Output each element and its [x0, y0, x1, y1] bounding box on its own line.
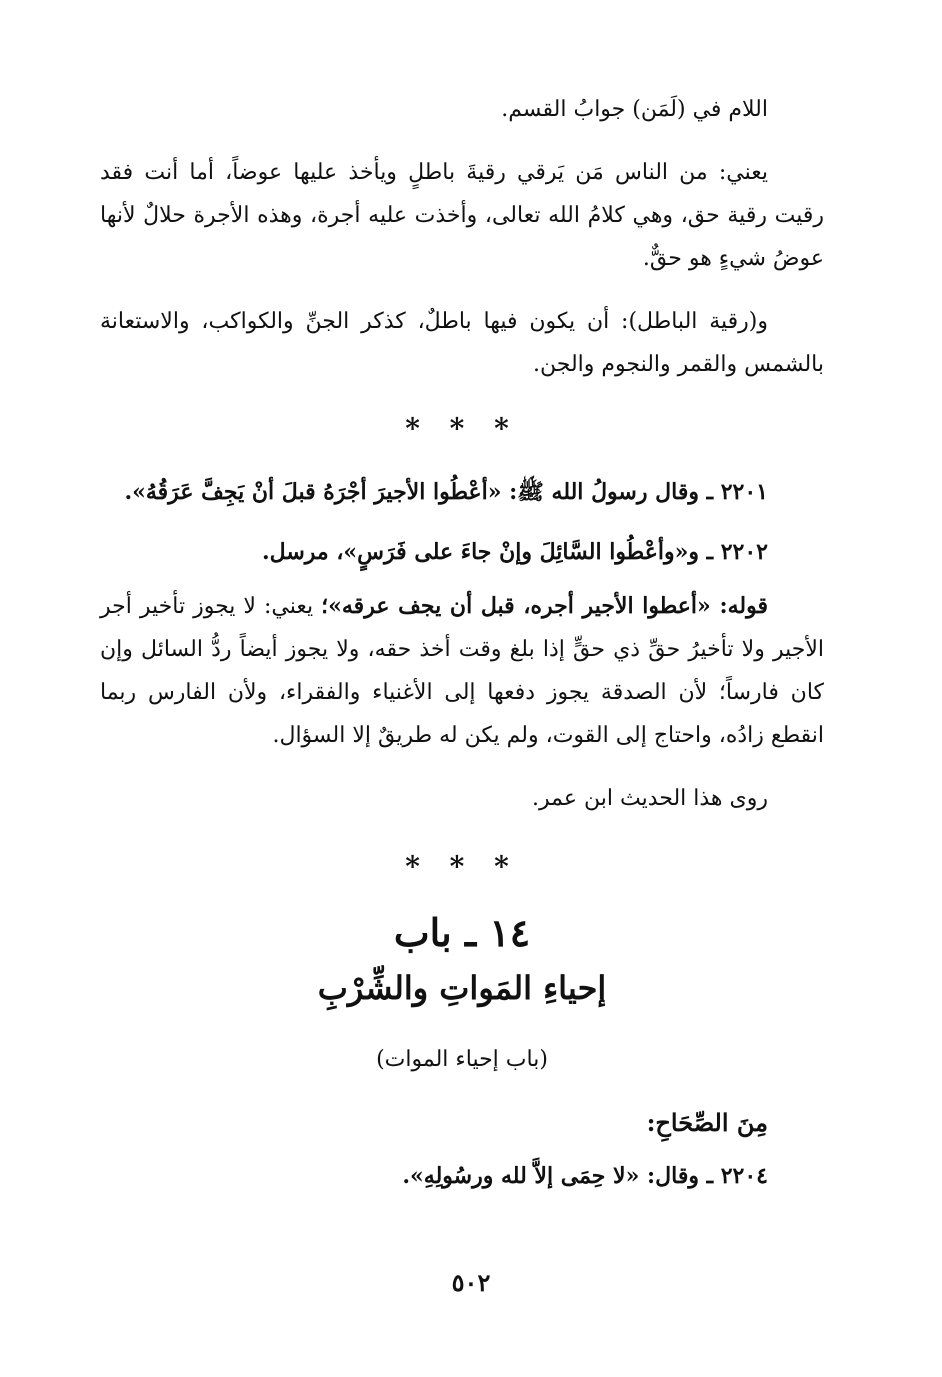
paragraph-commentary: [100, 585, 824, 757]
commentary-quote: قوله: «أعطوا الأجير أجره، قبل أن يجف عرقه»؛: [321, 593, 768, 619]
separator-stars: * * *: [405, 412, 519, 445]
hadith-2202: ٢٢٠٢ ـ و«وأعْطُوا السَّائِلَ وإنْ جاءَ على فَرَسٍ»، مرسل.: [262, 539, 768, 565]
commentary-text: يعني: لا يجوز تأخير أجر الأجير ولا تأخيرُ حقِّ ذي حقٍّ إذا بلغ وقت أخذ حقه، ولا يجوز أيضاً ردُّ السائل وإن كان فارساً؛ لأن الصدقة يجوز دفعها إلى الأغنياء والفقراء، ولأن الفارس ربما انقطع زادُه، واحتاج إلى القوت، ولم يكن له طريقٌ إلا السؤال.: [100, 594, 824, 748]
paragraph-ruqya-batil: و(رقية الباطل): أن يكون فيها باطلٌ، كذكر الجنِّ والكواكب، والاستعانة بالشمس والقمر والنجوم والجن.: [100, 309, 824, 377]
paragraph-narrator: روى هذا الحديث ابن عمر.: [532, 786, 768, 811]
paragraph-yani: يعني: من الناس مَن يَرقي رقيةَ باطلٍ ويأخذ عليها عوضاً، أما أنت فقد رقيت رقية حق، وهي كلامُ الله تعالى، وأخذت عليه أجرة، وهذه الأجرة حلالٌ لأنها عوضُ شيءٍ هو حقٌّ.: [100, 160, 824, 271]
chapter-number: ١٤ ـ باب: [393, 910, 531, 955]
paragraph-lam: اللام في (لَمَن) جوابُ القسم.: [501, 97, 768, 122]
separator-stars-2: * * *: [405, 850, 519, 883]
sihah-heading: مِنَ الصِّحَاحِ:: [646, 1108, 768, 1137]
section-heading: (باب إحياء الموات): [376, 1047, 548, 1072]
hadith-2204: ٢٢٠٤ ـ وقال: «لا حِمَى إلاَّ لله ورسُولِهِ».: [402, 1163, 768, 1189]
page-body: [100, 88, 824, 1201]
page-number: ٥٠٢: [451, 1268, 491, 1297]
chapter-title: إحياءِ المَواتِ والشِّرْبِ: [317, 969, 607, 1007]
hadith-2201: ٢٢٠١ ـ وقال رسولُ الله ﷺ: «أعْطُوا الأجيرَ أجْرَهُ قبلَ أنْ يَجِفَّ عَرَقُهُ».: [124, 479, 768, 505]
